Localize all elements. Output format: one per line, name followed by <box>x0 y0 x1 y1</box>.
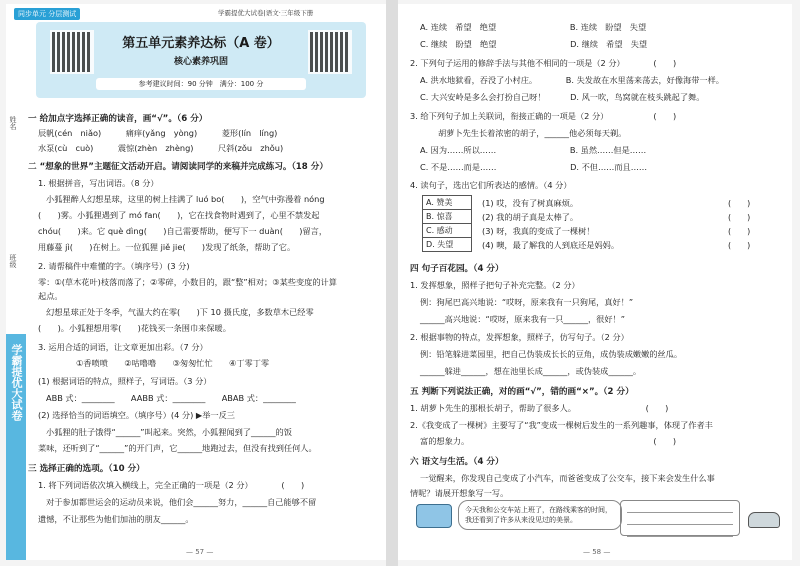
question-line: 例：铅笔躲进菜园里，把自己伪装成长长的豆角，成伪装成嫩嫩的丝瓜。 <box>420 349 683 359</box>
question-line: 3. 给下列句子加上关联词，衔接正确的一项是（2 分） ( ) <box>410 111 677 121</box>
question-line: ______高兴地说：“哎呀，原来我有一只______，很好！” <box>420 314 625 324</box>
section-heading: 三 选择正确的选项。（10 分） <box>28 464 145 474</box>
question-line: 4. 读句子，选出它们所表达的感情。（4 分） <box>410 180 572 190</box>
exam-info: 参考建议时间：90 分钟 满分：100 分 <box>96 78 306 90</box>
title-banner <box>36 22 366 98</box>
section-heading: 一 给加点字选择正确的读音，画“√”。（6 分） <box>28 114 208 124</box>
question-line: 辰帆(cén niǎo) 痛痒(yǎng yòng) 菱形(lín líng) <box>38 128 278 138</box>
emotion-sentence: (3) 呀，我真的变成了一棵树！ <box>482 226 595 236</box>
emotion-sentence: (2) 我的胡子真是太棒了。 <box>482 212 579 222</box>
answer-option: C. 继续 盼望 绝望 D. 继续 希望 失望 <box>420 39 648 49</box>
right-page <box>398 4 792 560</box>
answer-option: C. 不是……而是…… D. 不但……而且…… <box>420 162 648 172</box>
section-heading: 五 判断下列说法正确，对的画“√”，错的画“×”。（2 分） <box>410 387 634 397</box>
emotion-sentence: (4) 噢，最了解我的人到底还是妈妈。 <box>482 240 620 250</box>
emotion-option: D. 失望 <box>426 240 454 249</box>
answer-option: A. 因为……所以…… B. 虽然……但是…… <box>420 145 647 155</box>
page-subtitle: 核心素养巩固 <box>173 57 228 67</box>
left-page <box>6 4 386 560</box>
question-line: 2. 下列句子运用的修辞手法与其他不相同的一项是（2 分） ( ) <box>410 58 677 68</box>
question-line: 2.《我变成了一棵树》主要写了“我”变成一棵树后发生的一系列趣事，体现了作者丰 <box>410 420 713 430</box>
question-line: 一觉醒来，你发现自己变成了小汽车，而爸爸变成了公交车，接下来会发生什么事 <box>420 473 715 483</box>
answer-option: A. 连续 希望 绝望 B. 连续 盼望 失望 <box>420 22 647 32</box>
question-line: (2) 选择恰当的词语填空。（填序号）(4 分) ▶举一反三 <box>38 410 235 420</box>
answer-option: A. 洪水地狱看，吞没了小村庄。 B. 失发故在水里荡来荡去，好像海带一样。 <box>420 75 724 85</box>
question-line: 用藤蔓 jì( )在树上。一位狐狸 jiě jie( )发现了纸条，帮助了它。 <box>38 242 296 252</box>
emotion-option: B. 惊喜 <box>423 210 471 224</box>
question-line: 对于参加都世运会的运动员来说，他们会______努力，______自己能够不留 <box>46 497 317 507</box>
class-label: 班级 <box>9 254 17 268</box>
section-heading: 二 “想象的世界”主题征文活动开启。请阅读同学的来稿并完成练习。（18 分） <box>28 162 328 172</box>
bus-icon <box>416 504 452 528</box>
writing-area[interactable] <box>620 500 740 536</box>
question-line: 2. 请帮稿件中难懂的字。（填序号）(3 分) <box>38 261 190 271</box>
emotion-sentence: (1) 哎，没有了树真麻烦。 <box>482 198 579 208</box>
question-line: ( )。小狐狸想用零( )花钱买一条围巾来保暖。 <box>38 323 231 333</box>
answer-blank[interactable]: ( ) <box>728 199 751 208</box>
page-number: — 58 — <box>583 548 611 556</box>
name-label: 姓名 <box>9 116 17 130</box>
question-line: 零：①(草木花叶)枝落而落了；②零碎，小数目的，跟“整”相对；③某些变度的计算 <box>38 277 337 287</box>
answer-option: C. 大兴安岭是多么会打扮自己呀！ D. 风一吹，鸟窝就在枝头跳起了舞。 <box>420 92 705 102</box>
question-line: 胡萝卜先生长着浓密的胡子，______他必须每天剃。 <box>438 128 627 138</box>
question-line: 例：狗尾巴高兴地说：“哎呀，原来我有一只狗尾，真好！” <box>420 297 634 307</box>
question-line: (1) 根据词语的特点，照样子，写词语。（3 分） <box>38 376 212 386</box>
question-line: 小狐狸醉人幻想星球，这里的树上挂满了 luó bo( )，空气中弥漫着 nóng <box>46 194 325 204</box>
question-line: 1. 根据拼音，写出词语。（8 分） <box>38 178 159 188</box>
question-line: 水泵(cù cuò) 震惊(zhèn zhèng) 尺斜(zǒu zhǒu) <box>38 143 284 153</box>
question-line: 幻想星球正处于冬季，气温大约在零( )下 10 摄氏度，多数草木已经零 <box>46 307 314 317</box>
question-line: 1. 胡萝卜先生的那根长胡子，帮助了很多人。 ( ) <box>410 403 669 413</box>
question-line: 1. 发挥想象，照样子把句子补充完整。（2 分） <box>410 280 580 290</box>
question-line: 3. 运用合适的词语，让文章更加出彩。（7 分） <box>38 342 208 352</box>
question-line: 小狐狸的肚子饿得“______”叫起来。突然，小狐狸闻到了______的饭 <box>46 427 292 437</box>
question-line: 菜味，还听到了“______”的开门声，它______地跑过去，但没有找到任何人。 <box>38 443 317 453</box>
emotion-options-box <box>422 195 472 252</box>
emotion-option: C. 感动 <box>423 224 471 238</box>
word-options: ①香喷喷 ②咕噜噜 ③匆匆忙忙 ④丁零丁零 <box>76 358 270 368</box>
answer-blank[interactable]: ( ) <box>728 213 751 222</box>
question-line: 起点。 <box>38 291 63 301</box>
section-heading: 四 句子百花园。（4 分） <box>410 264 504 274</box>
car-icon <box>748 512 780 528</box>
page-gutter <box>386 0 398 566</box>
series-tag: 同步单元 分层测试 <box>14 8 80 20</box>
answer-blank[interactable]: ( ) <box>728 241 751 250</box>
question-line: ______躲进______，想在池里长成______，或伪装成______。 <box>420 366 642 376</box>
answer-blank[interactable]: ( ) <box>728 227 751 236</box>
section-heading: 六 语文与生活。（4 分） <box>410 457 504 467</box>
question-line: ABB 式：________ AABB 式：________ ABAB 式：________ <box>46 393 296 403</box>
page-title: 第五单元素养达标（A 卷） <box>122 36 280 51</box>
brand-sidebar-text: 学霸提优大试卷 <box>10 344 23 421</box>
emotion-option: A. 赞美 <box>423 196 471 210</box>
question-line: 富的想象力。 ( ) <box>420 436 677 446</box>
page-number: — 57 — <box>186 548 214 556</box>
question-line: 1. 将下列词语依次填入横线上，完全正确的一项是（2 分） ( ) <box>38 480 305 490</box>
speech-bubble: 今天我和公交车站上班了，在路线乘客的时间，我还看到了许多从来没见过的美景。 <box>458 500 622 530</box>
question-line: 遗憾，不让那些为他们加油的朋友______。 <box>38 514 194 524</box>
question-line: 情呢？请展开想象写一写。 <box>410 488 509 498</box>
running-header: 学霸提优大试卷|语文·三年级下册 <box>218 9 314 17</box>
question-line: ( )雾。小狐狸遇到了 mó fan( )，它在找食物时遇到了，心里不禁发起 <box>38 210 320 220</box>
question-line: chóu( )来。它 què dìng( )自己需要帮助，便写下一 duàn( )留言， <box>38 226 328 236</box>
question-line: 2. 根据事物的特点，发挥想象，照样子，仿写句子。（2 分） <box>410 332 629 342</box>
